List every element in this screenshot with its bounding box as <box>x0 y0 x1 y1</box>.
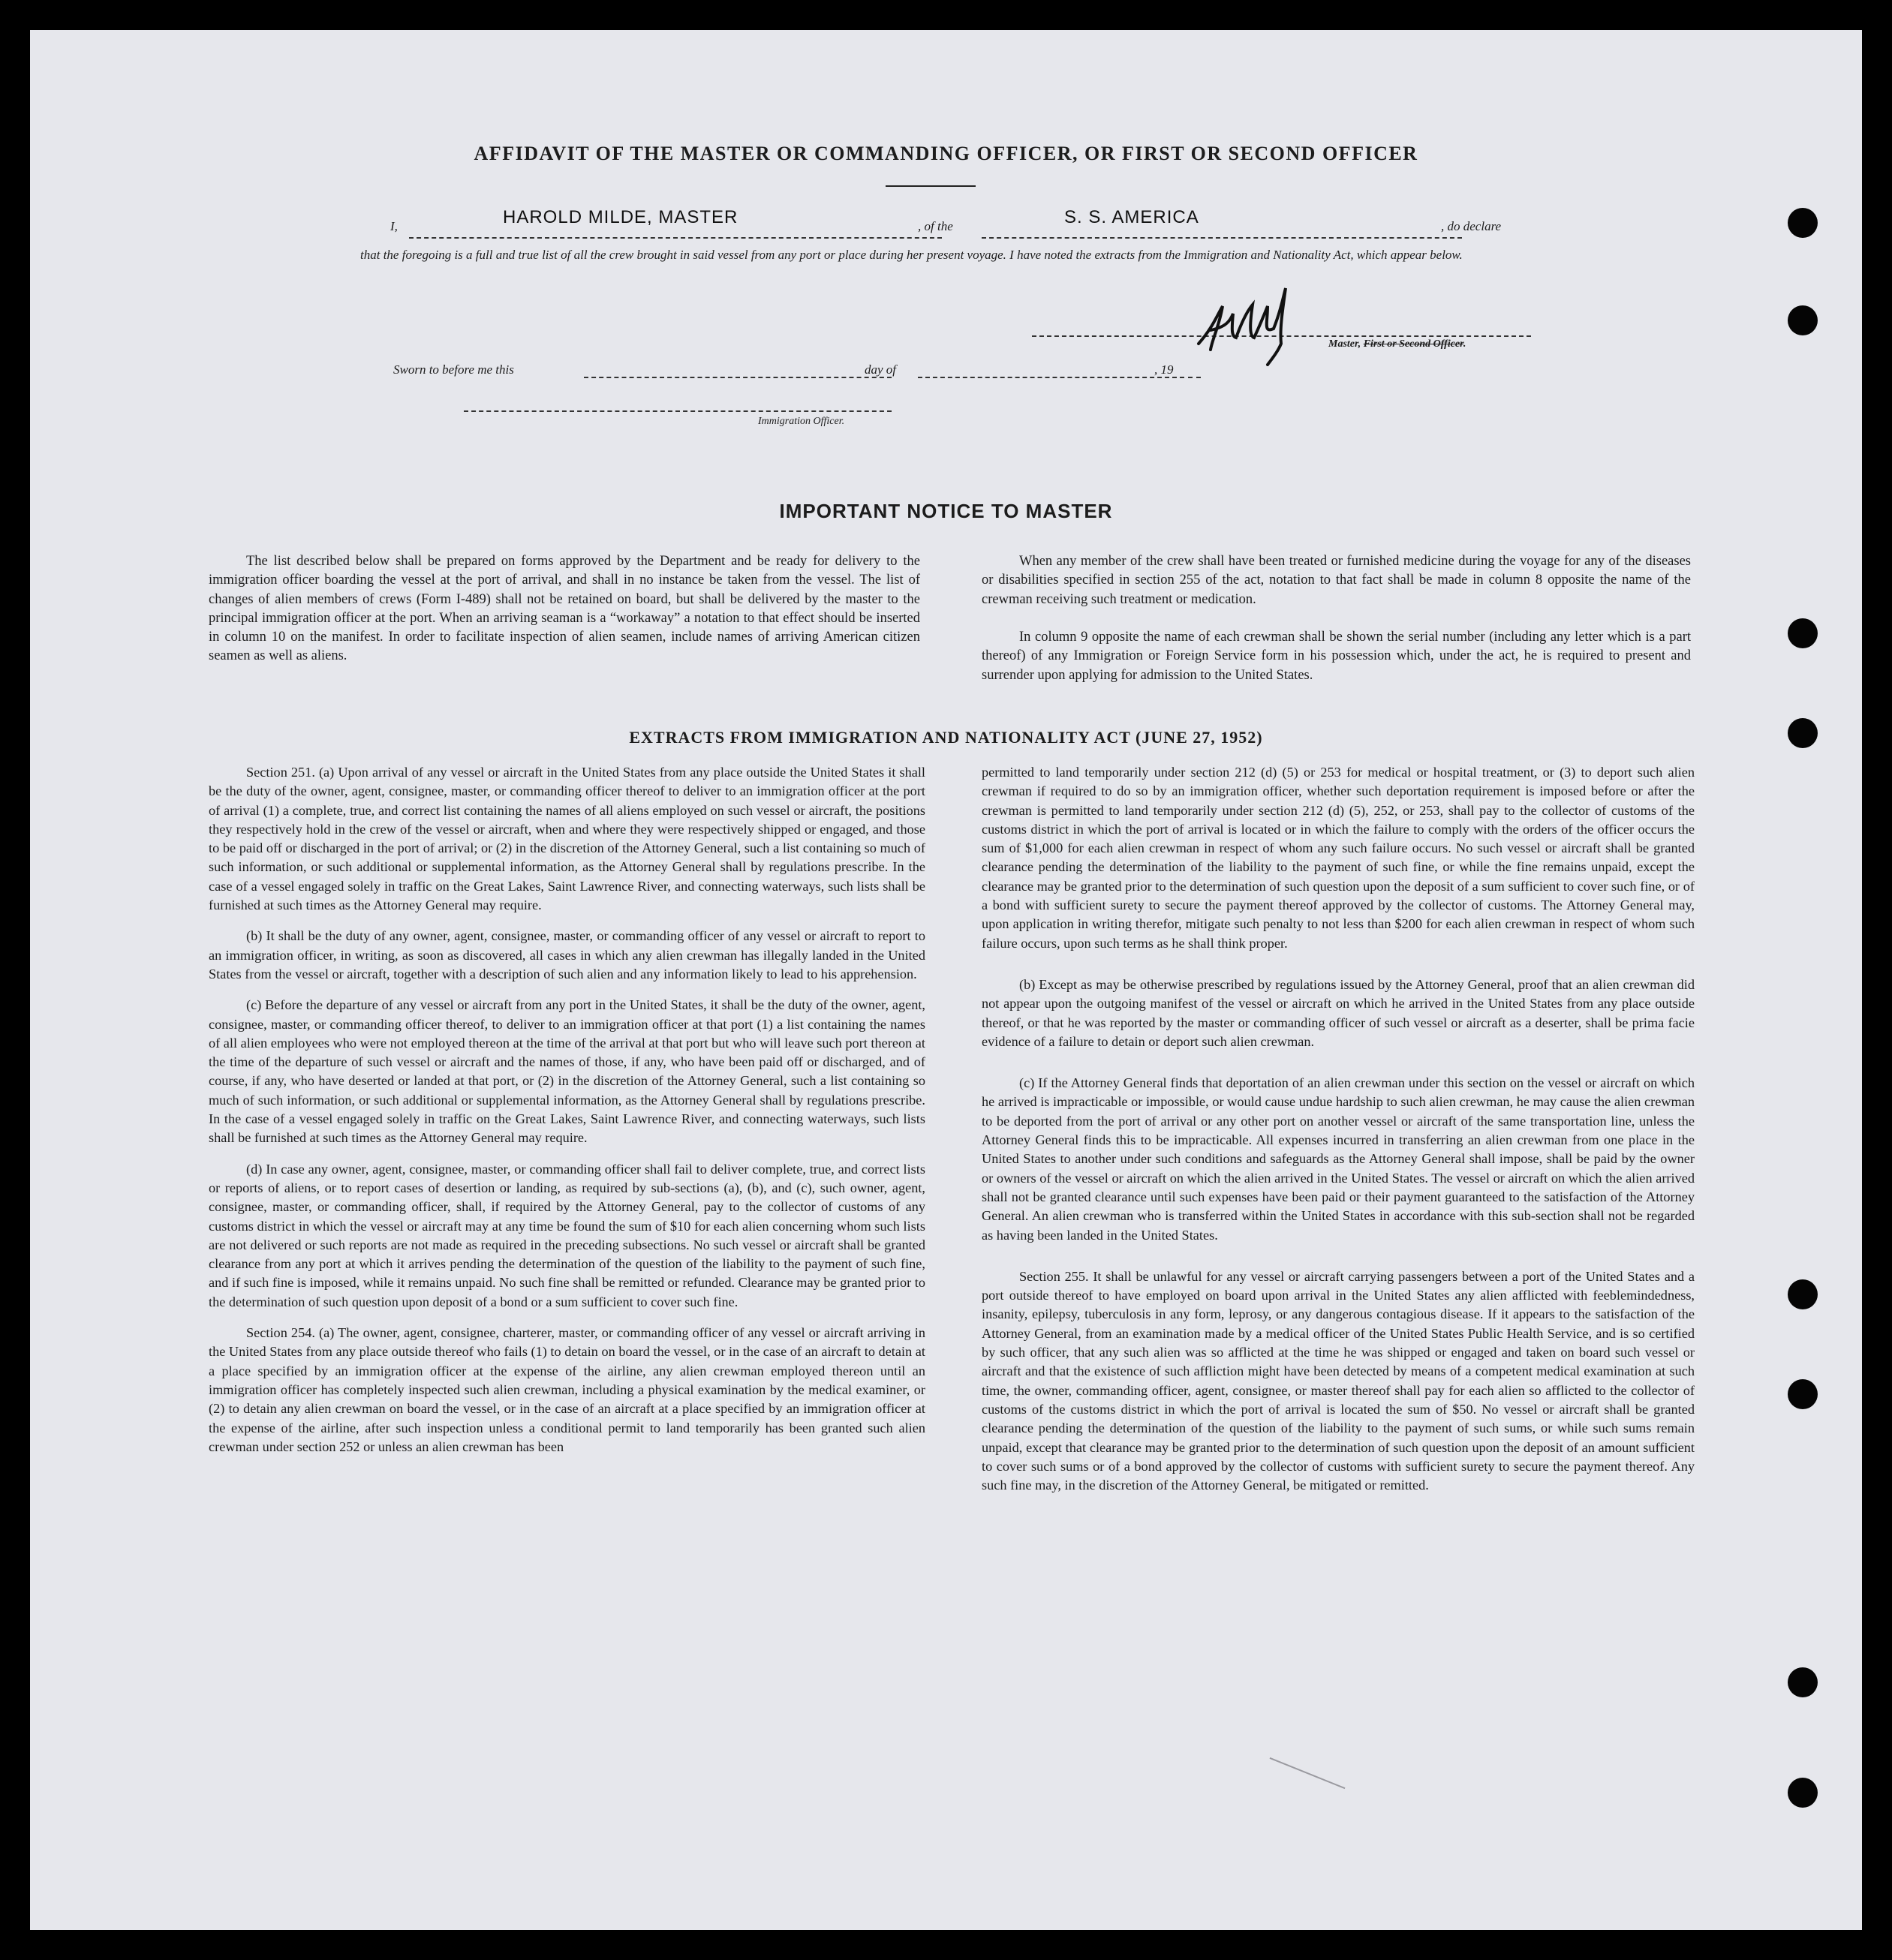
sworn-label: Sworn to before me this <box>393 362 514 377</box>
section-251-a: Section 251. (a) Upon arrival of any vessel or aircraft in the United States from any place outside the United States it shall be the duty of the owner, agent, consignee, master, or commanding officer thereof to deliver to an immigration officer at the port of arrival (1) a complete, true, and correct list containing the names of all aliens employed on such vessel or aircraft, the positions they respectively hold in the crew of the vessel or aircraft, when and where they were respectively shipped or engaged, and those to be paid off or discharged in the port of arrival; or (2) in the discretion of the Attorney General, such a list containing so much of such information, or such additional or supplemental information, as the Attorney General shall by regulations prescribe. In the case of a vessel engaged solely in traffic on the Great Lakes, Saint Lawrence River, and connecting waterways, such lists shall be furnished at such times as the Attorney General may require. <box>209 765 925 913</box>
punch-hole <box>1788 1667 1818 1697</box>
immigration-officer-caption: Immigration Officer. <box>758 416 845 427</box>
punch-hole <box>1788 208 1818 238</box>
declaration-text: that the foregoing is a full and true list of all the crew brought in said vessel from any port or place during her present voyage. I have noted the extracts from the Immigration and Nationality Act, which appear below. <box>360 248 1463 262</box>
master-name-line <box>409 237 942 239</box>
notice-right-paragraph-1: When any member of the crew shall have been treated or furnished medicine during the voyage for any of the diseases or disabilities specified in section 255 of the act, notation to that fact shall be made in column 8 opposite the name of the crewman receiving such treatment or medication. <box>982 554 1691 607</box>
punch-hole <box>1788 1778 1818 1808</box>
signer-caption: Master, First or Second Officer. <box>1328 338 1466 350</box>
i-label: I, <box>390 219 398 233</box>
immigration-officer-line <box>464 410 892 412</box>
section-251-c: (c) Before the departure of any vessel or aircraft from any port in the United States, it shall be the duty of the owner, agent, consignee, master, or commanding officer thereof, to deliver to an immigration officer at that port (1) a list containing the names of all alien employees who were not employed thereon at the time of the arrival at that port but who will leave such port thereon at the time of the departure of such vessel or aircraft and the names of those, if any, who have been paid off or discharged, and of course, if any, who have deserted or landed at that port, or (2) in the discretion of the Attorney General, such a list containing so much of such information, or such additional or supplemental information, as the Attorney General shall by regulations prescribe. In the case of a vessel engaged solely in traffic on the Great Lakes, Saint Lawrence River, and connecting waterways, such lists shall be furnished at such times as the Attorney General may require. <box>209 997 925 1146</box>
struck-officer-text: First or Second Officer <box>1363 338 1463 350</box>
punch-hole <box>1788 1379 1818 1409</box>
notice-title: IMPORTANT NOTICE TO MASTER <box>779 500 1113 522</box>
notice-left-paragraph: The list described below shall be prepared on forms approved by the Department and be ready for delivery to the immigration officer boarding the vessel at the port of arrival, and shall in no instance be taken from the vessel. The list of changes of alien members of crews (Form I-489) shall not be retained on board, but shall be delivered by the master to the principal immigration officer at the port. When an arriving seaman is a “workaway” a notation to that effect should be inserted in column 10 on the manifest. In order to facilitate inspection of alien seamen, include names of arriving American citizen seamen as well as aliens. <box>209 554 920 664</box>
punch-hole <box>1788 1279 1818 1309</box>
signature <box>1190 284 1317 366</box>
master-name: HAROLD MILDE, MASTER <box>503 207 738 227</box>
punch-hole <box>1788 305 1818 335</box>
sworn-month-line <box>918 377 1177 378</box>
section-251-d: (d) In case any owner, agent, consignee, master, or commanding officer shall fail to deliver complete, true, and correct lists or reports of aliens, or to report cases of desertion or landing, as required by sub-sections (a), (b), and (c), such owner, agent, consignee, master, or commanding officer, shall, if required by the Attorney General, pay to the collector of customs of any customs district in which the vessel or aircraft may at any time be found the sum of $10 for each alien concerning whom such lists are not delivered or such reports are not made as required in the preceding subsections. No such vessel or aircraft shall be granted clearance from any port at which it arrives pending the determination of the question of the liability to the payment of such fine, and if such fine is imposed, while it remains unpaid. No such fine shall be remitted or refunded. Clearance may be granted prior to the determination of such question upon deposit of a bond or a sum sufficient to cover such fine. <box>209 1161 925 1309</box>
vessel-name-line <box>982 237 1462 239</box>
section-254-c: (c) If the Attorney General finds that deportation of an alien crewman under this section on the vessel or aircraft on which he arrived is impracticable or impossible, or would cause undue hardship to such alien crewman, he may cause the alien crewman to be deported from the port of arrival or any other port on another vessel or aircraft of the same transportation line, unless the Attorney General finds this to be impracticable. All expenses incurred in transferring an alien crewman from one place in the United States to another under such conditions and safeguards as the Attorney General shall impose, shall be paid by the owner or owners of the vessel or aircraft on which the alien arrived in the United States. The vessel or aircraft on which the alien arrived shall not be granted clearance until such expenses have been paid or their payment guaranteed to the satisfaction of the Attorney General. An alien crewman who is transferred within the United States in accordance with this sub-section shall not be regarded as having been landed in the United States. <box>982 1075 1695 1243</box>
title-rule <box>886 185 976 187</box>
punch-hole <box>1788 618 1818 648</box>
extracts-title: EXTRACTS FROM IMMIGRATION AND NATIONALITY ACT (JUNE 27, 1952) <box>629 728 1263 747</box>
notice-right-paragraph-2: In column 9 opposite the name of each crewman shall be shown the serial number (including any letter which is a part thereof) of any Immigration or Foreign Service form in his possession which, under the act, he is required to present and surrender upon applying for admission to the United States. <box>982 630 1691 683</box>
section-254-a: Section 254. (a) The owner, agent, consignee, charterer, master, or commanding officer of any vessel or aircraft arriving in the United States from any place outside thereof who fails (1) to detain on board the vessel, or in the case of an aircraft to detain at a place specified by an immigration officer at the expense of the airline, any alien crewman employed thereon until an immigration officer has completely inspected such alien crewman, including a physical examination by the medical examiner, or (2) to detain any alien crewman on board the vessel, or in the case of an aircraft at a place specified by an immigration officer at the expense of the airline, after such inspection unless a conditional permit to land temporarily has been granted such alien crewman under section 252 or unless an alien crewman has been <box>209 1325 925 1454</box>
section-254-b: (b) Except as may be otherwise prescribed by regulations issued by the Attorney General, proof that an alien crewman did not appear upon the outgoing manifest of the vessel or aircraft on which he arrived in the United States from any place outside thereof, or that he was reported by the master or commanding officer of such vessel or aircraft as a deserter, shall be prima facie evidence of a failure to detain or deport such alien crewman. <box>982 976 1695 1049</box>
extracts-left-column <box>209 763 925 1468</box>
sworn-day-line <box>584 377 892 378</box>
document-page <box>30 30 1862 1930</box>
year-label: , 19 <box>1154 362 1174 377</box>
section-251-b: (b) It shall be the duty of any owner, agent, consignee, master, or commanding officer of any vessel or aircraft to report to an immigration officer, in writing, as soon as discovered, all cases in which any alien crewman has illegally landed in the United States from the vessel or aircraft, together with a description of such alien and any information likely to lead to his apprehension. <box>209 928 925 982</box>
section-255: Section 255. It shall be unlawful for any vessel or aircraft carrying passengers between a port of the United States and a port outside thereof to have employed on board upon arrival in the United States any alien afflicted with feeblemindedness, insanity, epilepsy, tuberculosis in any form, leprosy, or any dangerous contagious disease. If it appears to the satisfaction of the Attorney General, from an examination made by a medical officer of the United States Public Health Service, and is so certified by such officer, that any such alien was so afflicted at the time he was shipped or engaged and taken on board such vessel or aircraft and that the existence of such affliction might have been detected by means of a competent medical examination at such time, the owner, commanding officer, agent, consignee, or master thereof shall pay for each alien so afflicted to the collector of customs of the customs district in which the port of arrival is located the sum of $50. No vessel or aircraft shall be granted clearance pending the determination of the question of the liability to the payment of such sums, or while such sums remain unpaid, except that clearance may be granted prior to the determination of such question upon the deposit of an amount sufficient to cover such sums or of a bond approved by the collector of customs with sufficient surety to secure the payment thereof. Any such fine may, in the discretion of the Attorney General, be mitigated or remitted. <box>982 1268 1695 1493</box>
stray-mark <box>1270 1757 1346 1789</box>
sworn-year-line <box>1180 377 1201 378</box>
day-of-label: day of <box>865 362 897 377</box>
affidavit-title: AFFIDAVIT OF THE MASTER OR COMMANDING OFFICER, OR FIRST OR SECOND OFFICER <box>474 143 1418 164</box>
of-the-label: , of the <box>918 219 953 233</box>
vessel-name: S. S. AMERICA <box>1064 207 1199 227</box>
do-declare-label: , do declare <box>1441 219 1502 233</box>
section-254-a-continued: permitted to land temporarily under section 212 (d) (5) or 253 for medical or hospital treatment, or (3) to deport such alien crewman if required to do so by an immigration officer, whether such deportation requirement is imposed before or after the crewman is permitted to land temporarily under section 212 (d) (5), 252, or 253, shall pay to the collector of customs of the customs district in which the port of arrival is located or in which the failure to comply with the orders of the officer occurs the sum of $1,000 for each alien crewman in respect of whom any such failure occurs. No such vessel or aircraft shall be granted clearance pending the determination of the liability to the payment of such fine, or while the fine remains unpaid, except the clearance may be granted prior to the determination of such question upon the deposit of a sum sufficient to cover such fine, or of a bond with sufficient surety to secure the payment thereof approved by the collector of customs. The Attorney General may, upon application in writing therefor, mitigate such penalty to not less than $200 for each alien crewman in respect of whom such failure occurs, upon such terms as he shall think proper. <box>982 765 1695 951</box>
extracts-right-column <box>982 763 1695 1507</box>
